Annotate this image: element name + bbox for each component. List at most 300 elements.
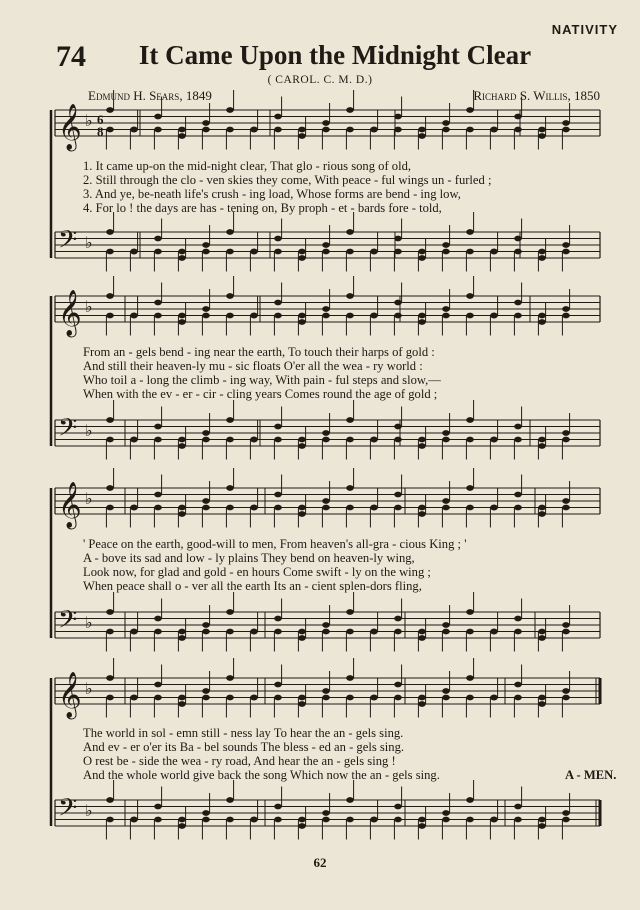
- note-head: [178, 319, 186, 325]
- note-head: [154, 127, 162, 133]
- note-head: [442, 242, 450, 248]
- note-head: [346, 817, 354, 823]
- note-head: [274, 437, 282, 443]
- note-head: [250, 817, 258, 823]
- note-head: [562, 430, 570, 436]
- note-head: [298, 249, 306, 255]
- note-head: [490, 505, 498, 511]
- text-author: Edmund H. Sears, 1849: [88, 88, 212, 103]
- note-head: [442, 629, 450, 635]
- note-head: [202, 695, 210, 701]
- note-head: [538, 437, 546, 443]
- note-head: [274, 682, 282, 688]
- note-head: [322, 817, 330, 823]
- note-head: [274, 629, 282, 635]
- note-head: [298, 817, 306, 823]
- note-head: [298, 443, 306, 449]
- note-head: [202, 505, 210, 511]
- note-head: [298, 127, 306, 133]
- bass-clef-icon: 𝄢: [58, 225, 78, 261]
- note-head: [442, 810, 450, 816]
- note-head: [418, 443, 426, 449]
- note-head: [274, 817, 282, 823]
- note-head: [202, 437, 210, 443]
- note-head: [298, 505, 306, 511]
- note-head: [274, 804, 282, 810]
- note-head: [106, 695, 114, 701]
- note-head: [514, 505, 522, 511]
- note-head: [106, 675, 114, 681]
- note-head: [322, 120, 330, 126]
- section-heading: NATIVITY: [551, 22, 618, 37]
- lyric-line: Who toil a - long the climb - ing way, With pain - ful steps and slow,—: [83, 373, 441, 387]
- lyric-line: O rest be - side the wea - ry road, And hear the an - gels sing !: [83, 754, 396, 768]
- note-head: [562, 622, 570, 628]
- note-head: [538, 505, 546, 511]
- note-head: [202, 249, 210, 255]
- note-head: [418, 319, 426, 325]
- note-head: [490, 695, 498, 701]
- note-head: [154, 505, 162, 511]
- note-head: [442, 622, 450, 628]
- note-head: [226, 609, 234, 615]
- bass-clef-icon: 𝄢: [58, 605, 78, 641]
- note-head: [298, 319, 306, 325]
- note-head: [394, 505, 402, 511]
- key-signature-flat-icon: ♭: [85, 801, 93, 820]
- note-head: [298, 823, 306, 829]
- note-head: [202, 430, 210, 436]
- note-head: [466, 293, 474, 299]
- note-head: [202, 498, 210, 504]
- note-head: [322, 629, 330, 635]
- note-head: [202, 313, 210, 319]
- note-head: [562, 688, 570, 694]
- hymn-number: 74: [56, 40, 86, 73]
- note-head: [394, 236, 402, 242]
- note-head: [538, 823, 546, 829]
- note-head: [394, 249, 402, 255]
- note-head: [562, 120, 570, 126]
- note-head: [538, 817, 546, 823]
- note-head: [562, 695, 570, 701]
- key-signature-flat-icon: ♭: [85, 297, 93, 316]
- note-head: [538, 629, 546, 635]
- note-head: [202, 629, 210, 635]
- note-head: [154, 616, 162, 622]
- hymn-title: It Came Upon the Midnight Clear: [138, 40, 532, 70]
- note-head: [346, 675, 354, 681]
- note-head: [178, 695, 186, 701]
- note-head: [274, 616, 282, 622]
- note-head: [418, 127, 426, 133]
- note-head: [154, 236, 162, 242]
- note-head: [466, 229, 474, 235]
- note-head: [394, 437, 402, 443]
- note-head: [490, 629, 498, 635]
- note-head: [514, 249, 522, 255]
- lyric-line: The world in sol - emn still - ness lay To hear the an - gels sing.: [83, 726, 404, 740]
- note-head: [418, 635, 426, 641]
- note-head: [130, 695, 138, 701]
- note-head: [394, 492, 402, 498]
- note-head: [418, 505, 426, 511]
- note-head: [490, 313, 498, 319]
- note-head: [346, 249, 354, 255]
- note-head: [466, 817, 474, 823]
- amen-text: A - MEN.: [565, 768, 617, 782]
- note-head: [394, 804, 402, 810]
- note-head: [322, 505, 330, 511]
- note-head: [490, 127, 498, 133]
- note-head: [562, 242, 570, 248]
- note-head: [346, 695, 354, 701]
- note-head: [394, 300, 402, 306]
- note-head: [442, 306, 450, 312]
- note-head: [370, 127, 378, 133]
- note-head: [298, 701, 306, 707]
- note-head: [442, 498, 450, 504]
- note-head: [514, 114, 522, 120]
- lyric-line: When peace shall o - ver all the earth Its an - cient splen-dors fling,: [83, 579, 422, 593]
- note-head: [346, 293, 354, 299]
- note-head: [442, 437, 450, 443]
- note-head: [514, 817, 522, 823]
- note-head: [442, 430, 450, 436]
- note-head: [538, 695, 546, 701]
- note-head: [226, 107, 234, 113]
- note-head: [538, 319, 546, 325]
- note-head: [106, 127, 114, 133]
- note-head: [442, 695, 450, 701]
- note-head: [202, 242, 210, 248]
- note-head: [562, 810, 570, 816]
- key-signature-flat-icon: ♭: [85, 679, 93, 698]
- note-head: [178, 635, 186, 641]
- composer: Richard S. Willis, 1850: [473, 88, 600, 103]
- note-head: [562, 127, 570, 133]
- note-head: [370, 249, 378, 255]
- note-head: [346, 437, 354, 443]
- note-head: [538, 133, 546, 139]
- lyric-line: A - bove its sad and low - ly plains They bend on heaven-ly wing,: [83, 551, 415, 565]
- note-head: [106, 229, 114, 235]
- note-head: [562, 313, 570, 319]
- note-head: [154, 682, 162, 688]
- note-head: [466, 313, 474, 319]
- note-head: [250, 695, 258, 701]
- note-head: [130, 127, 138, 133]
- note-head: [202, 817, 210, 823]
- note-head: [466, 107, 474, 113]
- note-head: [154, 313, 162, 319]
- note-head: [154, 492, 162, 498]
- note-head: [154, 249, 162, 255]
- note-head: [202, 127, 210, 133]
- note-head: [466, 485, 474, 491]
- key-signature-flat-icon: ♭: [85, 421, 93, 440]
- note-head: [154, 817, 162, 823]
- lyric-line: 2. Still through the clo - ven skies they come, With peace - ful wings un - furled ;: [83, 173, 492, 187]
- note-head: [298, 255, 306, 261]
- note-head: [298, 695, 306, 701]
- bass-clef-icon: 𝄢: [58, 413, 78, 449]
- note-head: [274, 249, 282, 255]
- note-head: [538, 249, 546, 255]
- note-head: [178, 505, 186, 511]
- note-head: [466, 797, 474, 803]
- note-head: [154, 437, 162, 443]
- note-head: [154, 695, 162, 701]
- note-head: [274, 127, 282, 133]
- note-head: [226, 485, 234, 491]
- note-head: [322, 622, 330, 628]
- note-head: [562, 629, 570, 635]
- note-head: [226, 695, 234, 701]
- note-head: [178, 701, 186, 707]
- note-head: [370, 629, 378, 635]
- note-head: [418, 255, 426, 261]
- note-head: [106, 437, 114, 443]
- note-head: [274, 424, 282, 430]
- note-head: [394, 313, 402, 319]
- note-head: [226, 417, 234, 423]
- note-head: [466, 695, 474, 701]
- lyric-line: And ev - er o'er its Ba - bel sounds The bless - ed an - gels sing.: [83, 740, 405, 754]
- note-head: [514, 629, 522, 635]
- time-signature: 6: [97, 112, 104, 127]
- note-head: [466, 505, 474, 511]
- note-head: [562, 498, 570, 504]
- note-head: [130, 249, 138, 255]
- note-head: [394, 616, 402, 622]
- time-signature: 8: [97, 124, 104, 139]
- note-head: [490, 437, 498, 443]
- note-head: [274, 114, 282, 120]
- note-head: [466, 609, 474, 615]
- note-head: [514, 695, 522, 701]
- note-head: [514, 682, 522, 688]
- note-head: [322, 306, 330, 312]
- note-head: [178, 133, 186, 139]
- note-head: [562, 437, 570, 443]
- note-head: [370, 313, 378, 319]
- note-head: [250, 629, 258, 635]
- note-head: [298, 313, 306, 319]
- note-head: [178, 511, 186, 517]
- note-head: [442, 817, 450, 823]
- note-head: [322, 695, 330, 701]
- note-head: [178, 313, 186, 319]
- note-head: [322, 498, 330, 504]
- page-number: 62: [313, 855, 327, 870]
- note-head: [322, 313, 330, 319]
- key-signature-flat-icon: ♭: [85, 489, 93, 508]
- note-head: [154, 114, 162, 120]
- note-head: [178, 629, 186, 635]
- lyrics-system-2: [83, 345, 618, 401]
- note-head: [226, 313, 234, 319]
- note-head: [514, 127, 522, 133]
- note-head: [250, 313, 258, 319]
- note-head: [442, 505, 450, 511]
- note-head: [466, 249, 474, 255]
- note-head: [562, 505, 570, 511]
- note-head: [418, 133, 426, 139]
- note-head: [178, 823, 186, 829]
- note-head: [514, 236, 522, 242]
- note-head: [298, 635, 306, 641]
- note-head: [538, 127, 546, 133]
- note-head: [130, 629, 138, 635]
- note-head: [226, 127, 234, 133]
- lyrics-system-4: [83, 726, 618, 782]
- note-head: [322, 249, 330, 255]
- lyric-line: When with the ev - er - cir - cling years Comes round the age of gold ;: [83, 387, 438, 401]
- note-head: [274, 300, 282, 306]
- note-head: [562, 306, 570, 312]
- note-head: [250, 437, 258, 443]
- note-head: [250, 249, 258, 255]
- note-head: [394, 114, 402, 120]
- note-head: [322, 242, 330, 248]
- note-head: [322, 127, 330, 133]
- lyric-line: From an - gels bend - ing near the earth, To touch their harps of gold :: [83, 345, 435, 359]
- note-head: [442, 127, 450, 133]
- note-head: [418, 629, 426, 635]
- note-head: [106, 609, 114, 615]
- key-signature-flat-icon: ♭: [85, 613, 93, 632]
- note-head: [538, 635, 546, 641]
- note-head: [538, 701, 546, 707]
- note-head: [418, 701, 426, 707]
- note-head: [226, 675, 234, 681]
- note-head: [394, 695, 402, 701]
- key-signature-flat-icon: ♭: [85, 111, 93, 130]
- note-head: [538, 511, 546, 517]
- tune-name: ( CAROL. C. M. D.): [267, 74, 373, 86]
- note-head: [202, 622, 210, 628]
- treble-clef-icon: 𝄞: [58, 290, 82, 336]
- note-head: [106, 107, 114, 113]
- note-head: [466, 437, 474, 443]
- lyric-line: And the whole world give back the song Which now the an - gels sing.: [83, 768, 440, 782]
- note-head: [250, 505, 258, 511]
- note-head: [514, 437, 522, 443]
- note-head: [538, 443, 546, 449]
- note-head: [274, 492, 282, 498]
- note-head: [298, 133, 306, 139]
- lyric-line: ' Peace on the earth, good-will to men, From heaven's all-gra - cious King ; ': [83, 537, 467, 551]
- note-head: [466, 417, 474, 423]
- note-head: [106, 797, 114, 803]
- note-head: [418, 695, 426, 701]
- note-head: [274, 236, 282, 242]
- note-head: [514, 804, 522, 810]
- note-head: [514, 300, 522, 306]
- note-head: [418, 823, 426, 829]
- note-head: [106, 505, 114, 511]
- note-head: [442, 313, 450, 319]
- note-head: [202, 120, 210, 126]
- note-head: [394, 424, 402, 430]
- note-head: [346, 313, 354, 319]
- note-head: [514, 424, 522, 430]
- note-head: [106, 629, 114, 635]
- note-head: [418, 437, 426, 443]
- note-head: [178, 255, 186, 261]
- note-head: [202, 810, 210, 816]
- note-head: [442, 249, 450, 255]
- note-head: [346, 127, 354, 133]
- note-head: [322, 437, 330, 443]
- note-head: [154, 300, 162, 306]
- note-head: [226, 229, 234, 235]
- note-head: [298, 629, 306, 635]
- note-head: [466, 127, 474, 133]
- note-head: [418, 817, 426, 823]
- note-head: [346, 797, 354, 803]
- note-head: [346, 609, 354, 615]
- treble-clef-icon: 𝄞: [58, 482, 82, 528]
- note-head: [514, 313, 522, 319]
- note-head: [226, 797, 234, 803]
- note-head: [274, 505, 282, 511]
- note-head: [370, 505, 378, 511]
- note-head: [514, 616, 522, 622]
- note-head: [346, 229, 354, 235]
- lyrics-system-3: [83, 537, 618, 593]
- note-head: [346, 417, 354, 423]
- note-head: [442, 688, 450, 694]
- lyric-line: And still their heaven-ly mu - sic floats O'er all the wea - ry world :: [83, 359, 423, 373]
- treble-clef-icon: 𝄞: [58, 672, 82, 718]
- note-head: [562, 249, 570, 255]
- note-head: [178, 437, 186, 443]
- note-head: [346, 629, 354, 635]
- note-head: [394, 817, 402, 823]
- note-head: [562, 817, 570, 823]
- note-head: [394, 629, 402, 635]
- note-head: [346, 485, 354, 491]
- note-head: [202, 306, 210, 312]
- lyric-line: Look now, for glad and gold - en hours Come swift - ly on the wing ;: [83, 565, 431, 579]
- note-head: [154, 424, 162, 430]
- note-head: [130, 313, 138, 319]
- lyric-line: 3. And ye, be-neath life's crush - ing load, Whose forms are bend - ing low,: [83, 187, 461, 201]
- lyric-line: 1. It came up-on the mid-night clear, That glo - rious song of old,: [83, 159, 412, 173]
- treble-clef-icon: 𝄞: [58, 104, 82, 150]
- note-head: [226, 629, 234, 635]
- note-head: [106, 313, 114, 319]
- note-head: [346, 107, 354, 113]
- note-head: [418, 313, 426, 319]
- note-head: [250, 127, 258, 133]
- note-head: [346, 505, 354, 511]
- note-head: [538, 255, 546, 261]
- note-head: [274, 313, 282, 319]
- note-head: [394, 127, 402, 133]
- note-head: [370, 437, 378, 443]
- note-head: [154, 629, 162, 635]
- note-head: [466, 675, 474, 681]
- note-head: [442, 120, 450, 126]
- note-head: [394, 682, 402, 688]
- note-head: [106, 293, 114, 299]
- note-head: [178, 249, 186, 255]
- note-head: [178, 127, 186, 133]
- lyric-line: 4. For lo ! the days are has - tening on, By proph - et - bards fore - told,: [83, 201, 442, 215]
